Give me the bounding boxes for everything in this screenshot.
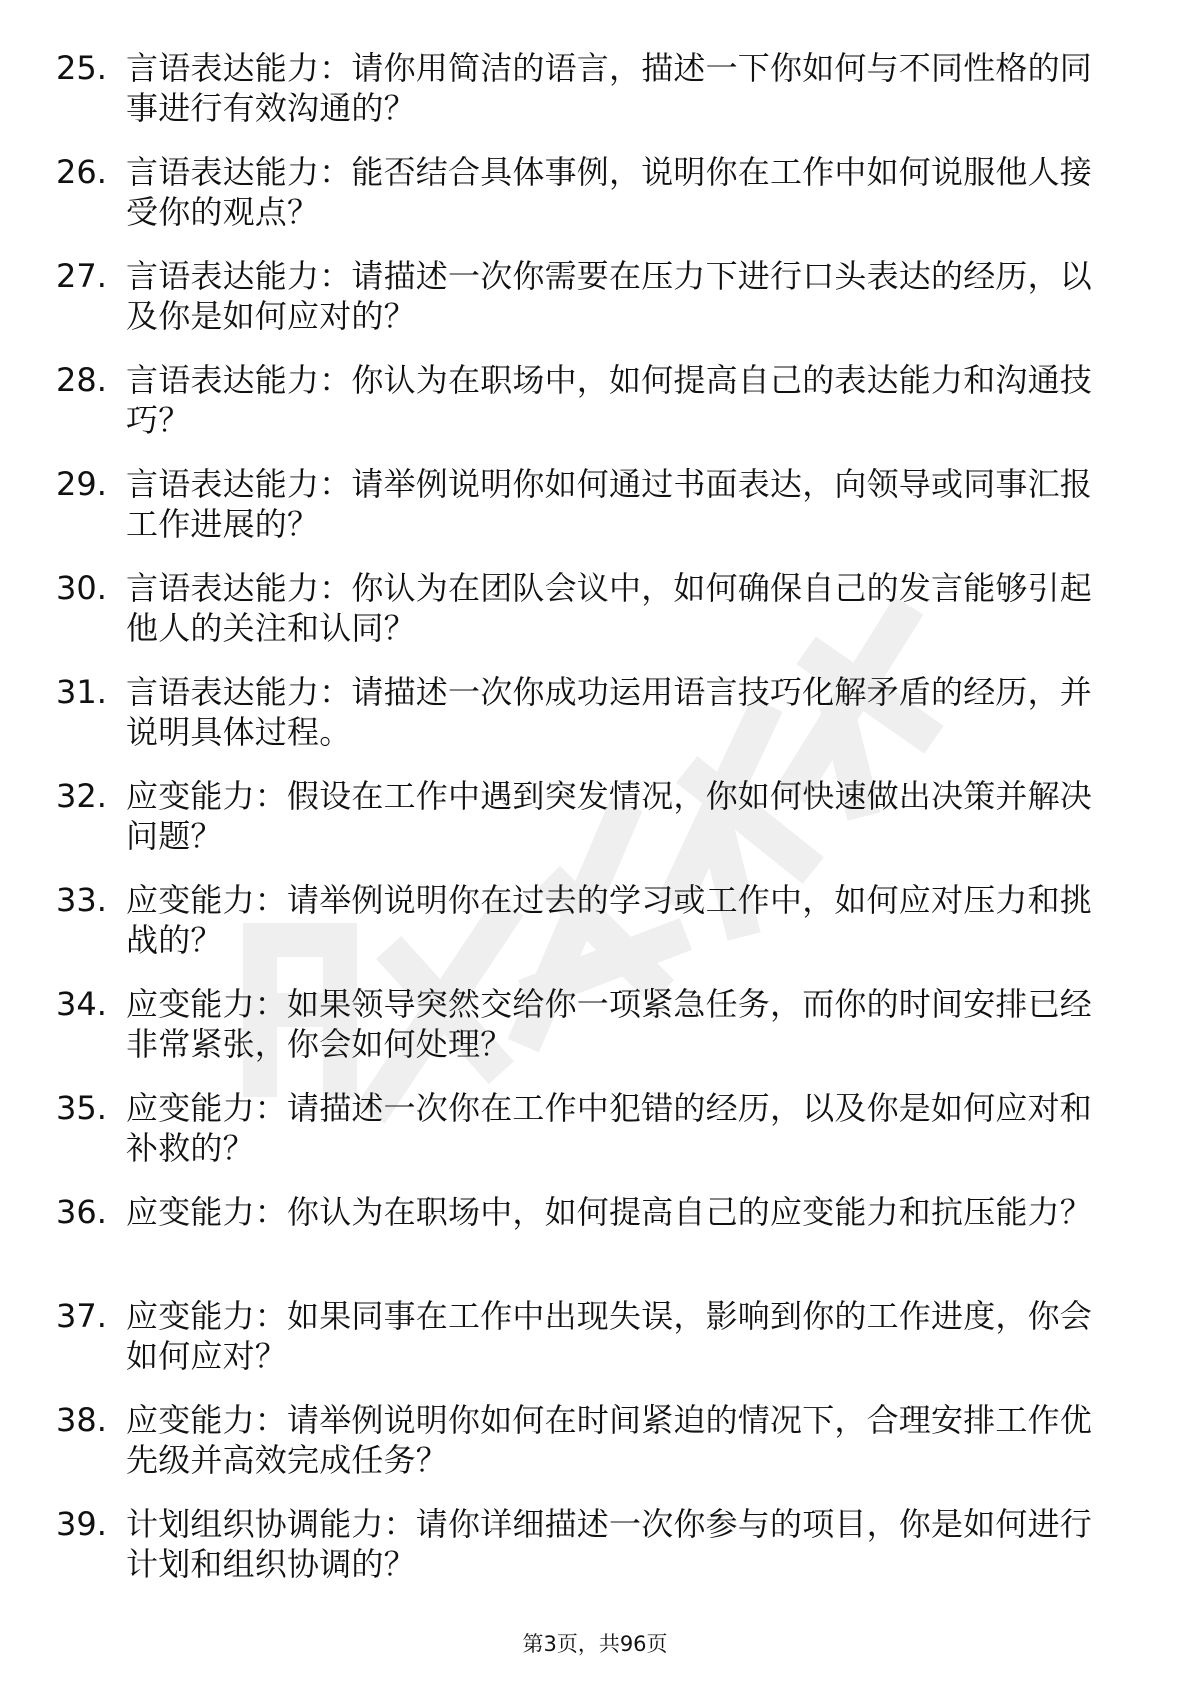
question-text: 应变能力：你认为在职场中，如何提高自己的应变能力和抗压能力？ [126, 1193, 1093, 1231]
question-text: 言语表达能力：你认为在职场中，如何提高自己的表达能力和沟通技巧？ [126, 361, 1093, 439]
page-footer [0, 1630, 1190, 1658]
question-item [56, 1088, 1116, 1192]
question-text: 应变能力：如果同事在工作中出现失误，影响到你的工作进度，你会如何应对？ [126, 1297, 1093, 1375]
question-number: 29. [56, 465, 107, 503]
question-number: 25. [56, 49, 107, 87]
question-text: 应变能力：假设在工作中遇到突发情况，你如何快速做出决策并解决问题？ [126, 777, 1093, 855]
question-number: 39. [56, 1505, 107, 1543]
question-item [56, 152, 1116, 256]
question-number: 30. [56, 569, 107, 607]
question-item [56, 672, 1116, 776]
question-number: 35. [56, 1089, 107, 1127]
question-item [56, 360, 1116, 464]
question-item [56, 880, 1116, 984]
question-text: 计划组织协调能力：请你详细描述一次你参与的项目，你是如何进行计划和组织协调的？ [126, 1505, 1093, 1583]
question-item [56, 1192, 1116, 1296]
question-text: 言语表达能力：请描述一次你成功运用语言技巧化解矛盾的经历，并说明具体过程。 [126, 673, 1093, 751]
question-number: 28. [56, 361, 107, 399]
question-item [56, 256, 1116, 360]
question-number: 34. [56, 985, 107, 1023]
question-text: 应变能力：请举例说明你如何在时间紧迫的情况下，合理安排工作优先级并高效完成任务？ [126, 1401, 1093, 1479]
question-number: 33. [56, 881, 107, 919]
question-item [56, 1296, 1116, 1400]
question-text: 言语表达能力：请描述一次你需要在压力下进行口头表达的经历，以及你是如何应对的？ [126, 257, 1093, 335]
question-item [56, 984, 1116, 1088]
question-text: 言语表达能力：能否结合具体事例，说明你在工作中如何说服他人接受你的观点？ [126, 153, 1093, 231]
question-item [56, 1400, 1116, 1504]
question-text: 应变能力：请举例说明你在过去的学习或工作中，如何应对压力和挑战的？ [126, 881, 1093, 959]
question-number: 38. [56, 1401, 107, 1439]
question-number: 31. [56, 673, 107, 711]
question-item [56, 1504, 1116, 1608]
question-text: 言语表达能力：请举例说明你如何通过书面表达，向领导或同事汇报工作进展的？ [126, 465, 1093, 543]
question-item [56, 776, 1116, 880]
question-text: 言语表达能力：请你用简洁的语言，描述一下你如何与不同性格的同事进行有效沟通的？ [126, 49, 1093, 127]
question-text: 应变能力：请描述一次你在工作中犯错的经历，以及你是如何应对和补救的？ [126, 1089, 1093, 1167]
question-number: 27. [56, 257, 107, 295]
question-text: 言语表达能力：你认为在团队会议中，如何确保自己的发言能够引起他人的关注和认同？ [126, 569, 1093, 647]
question-text: 应变能力：如果领导突然交给你一项紧急任务，而你的时间安排已经非常紧张，你会如何处理？ [126, 985, 1093, 1063]
question-number: 36. [56, 1193, 107, 1231]
question-item [56, 48, 1116, 152]
question-list [56, 48, 1116, 1608]
question-item [56, 464, 1116, 568]
question-number: 37. [56, 1297, 107, 1335]
page-number-label: 第3页，共96页 [522, 1632, 668, 1656]
question-number: 26. [56, 153, 107, 191]
question-number: 32. [56, 777, 107, 815]
question-item [56, 568, 1116, 672]
